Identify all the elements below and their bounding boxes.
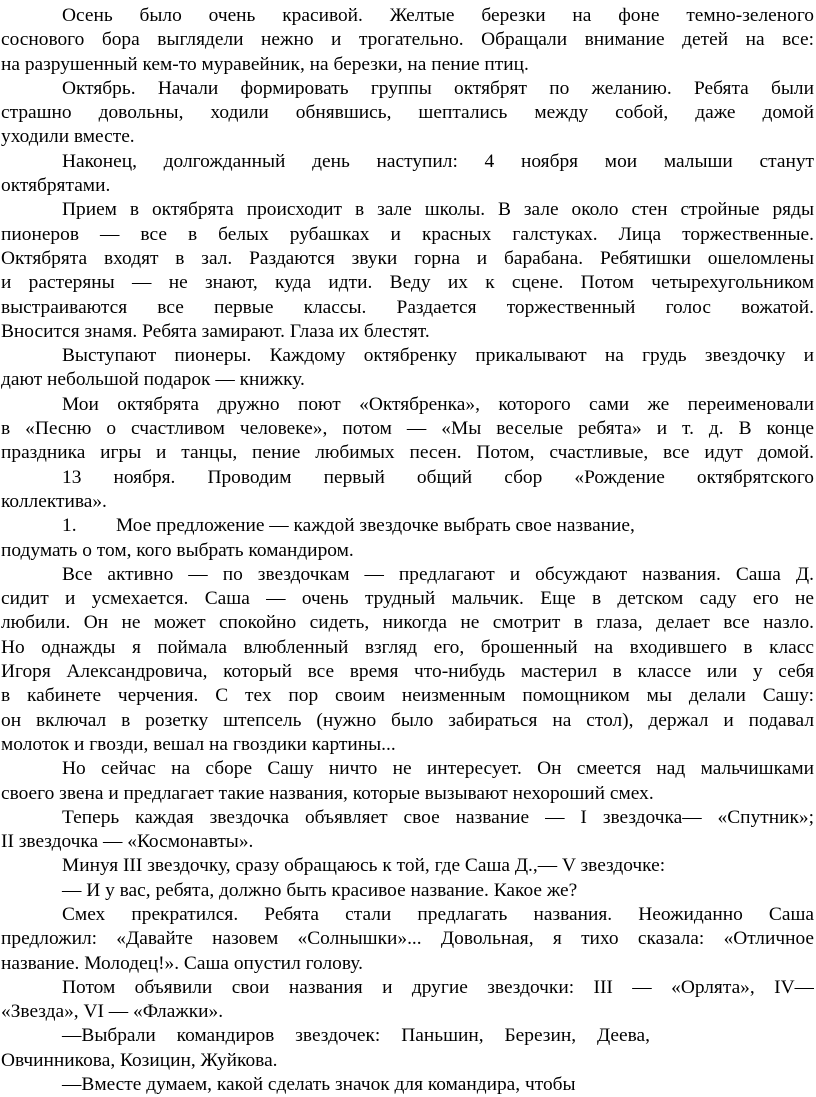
line-text: Мои октябрята дружно поют «Октябренка», которого сами же переименовали [62,393,814,415]
text-line [0,101,814,125]
line-text: Осень было очень красивой. Желтые березки на фоне темно-зеленого [62,5,814,26]
line-text: подумать о том, кого выбрать командиром. [1,539,354,561]
line-text: своего звена и предлагает такие названия, которые вызывают нехороший смех. [1,782,654,804]
text-line [0,854,814,878]
text-line [0,514,814,538]
text-line [0,77,814,101]
line-text: в кабинете черчения. С тех пор своим неизменным помощником мы делали Сашу: [1,685,814,707]
text-line [0,198,814,222]
text-line [0,271,814,295]
text-line [0,927,814,951]
line-text: Но сейчас на сборе Сашу ничто не интересует. Он смеется над мальчишками [62,758,814,780]
text-line [0,28,814,52]
list-number: 1. [62,515,77,537]
text-line [0,1024,650,1048]
text-line [0,611,814,635]
text-line [0,393,814,417]
line-text: коллектива». [1,490,107,512]
text-line [0,952,814,976]
text-line [0,733,814,757]
line-text: Мое предложение — каждой звездочке выбрать свое название, [116,515,635,537]
line-text: Прием в октябрята происходит в зале школы. В зале около стен стройные ряды [62,199,814,221]
line-text: Октябрята входят в зал. Раздаются звуки горна и барабана. Ребятишки ошеломлены [1,247,814,269]
line-text: Игоря Александровича, который все время что-нибудь мастерил в классе или у себя [1,661,814,683]
text-line [0,1073,814,1097]
line-text: Наконец, долгожданный день наступил: 4 ноября мои малыши станут [62,150,814,172]
text-line [0,976,814,1000]
line-text: дают небольшой подарок — книжку. [1,369,305,391]
text-line [0,490,814,514]
line-text: праздника игры и танцы, пение любимых песен. Потом, счастливые, все идут домой. [1,442,814,464]
text-line [0,903,814,927]
text-line [0,757,814,781]
line-text: 13 ноября. Проводим первый общий сбор «Рождение октябрятского [62,466,814,488]
line-text: он включал в розетку штепсель (нужно было забираться на стол), держал и подавал [1,709,814,731]
text-line [0,417,814,441]
line-text: Овчинникова, Козицин, Жуйкова. [1,1049,278,1071]
text-line [0,174,814,198]
line-text: в «Песню о счастливом человеке», потом — «Мы веселые ребята» и т. д. В конце [1,418,814,440]
text-line [0,223,814,247]
text-line [0,1000,814,1024]
text-line [0,441,814,465]
line-text: уходили вместе. [1,126,135,148]
text-line [0,539,814,563]
line-text: Выступают пионеры. Каждому октябренку прикалывают на грудь звездочку и [62,345,814,367]
line-text: Минуя III звездочку, сразу обращаюсь к той, где Саша Д.,— V звездочке: [62,855,666,877]
line-text: II звездочка — «Космонавты». [1,831,254,853]
line-text: Потом объявили свои названия и другие звездочки: III — «Орлята», IV— [62,976,814,998]
line-text: — И у вас, ребята, должно быть красивое название. Какое же? [62,879,578,901]
text-line [0,53,814,77]
line-text: на разрушенный кем-то муравейник, на березки, на пение птиц. [1,53,529,75]
text-line [0,636,814,660]
text-line [0,830,814,854]
line-text: Смех прекратился. Ребята стали предлагать названия. Неожиданно Саша [62,903,814,925]
text-line [0,587,814,611]
line-text: Вносится знамя. Ребята замирают. Глаза их блестят. [1,320,430,342]
text-line [0,247,814,271]
line-text: название. Молодец!». Саша опустил голову. [1,952,363,974]
document-text [0,4,816,1097]
line-text: молоток и гвозди, вешал на гвоздики картины... [1,733,396,755]
text-line [0,806,814,830]
text-line [0,4,814,28]
line-text: и растеряны — не знают, куда идти. Веду их к сцене. Потом четырехугольником [1,272,814,294]
text-line [0,782,814,806]
line-text: Теперь каждая звездочка объявляет свое название — I звездочка— «Спутник»; [62,806,814,828]
text-line [0,344,814,368]
text-line [0,660,814,684]
line-text: Октябрь. Начали формировать группы октябрят по желанию. Ребята были [62,77,814,99]
text-line [0,296,814,320]
text-line [0,879,814,903]
line-text: «Звезда», VI — «Флажки». [1,1001,224,1023]
line-text: Все активно — по звездочкам — предлагают и обсуждают названия. Саша Д. [62,563,814,585]
line-text: выстраиваются все первые классы. Раздается торжественный голос вожатой. [1,296,814,318]
line-text: пионеров — все в белых рубашках и красных галстуках. Лица торжественные. [1,223,814,245]
line-text: —Вместе думаем, какой сделать значок для командира, чтобы [62,1074,576,1096]
line-text: октябрятами. [1,175,111,197]
text-line [0,466,814,490]
line-text: соснового бора выглядели нежно и трогательно. Обращали внимание детей на все: [1,29,814,51]
text-line [0,1049,814,1073]
line-text: страшно довольны, ходили обнявшись, шептались между собой, даже домой [1,102,814,124]
line-text: предложил: «Давайте назовем «Солнышки»... Довольная, я тихо сказала: «Отличное [1,928,814,950]
line-text: —Выбрали командиров звездочек: Паньшин, Березин, Деева, [62,1025,650,1047]
text-line [0,368,814,392]
text-line [0,320,814,344]
line-text: любили. Он не может спокойно сидеть, никогда не смотрит в глаза, делает все назло. [1,612,814,634]
text-line [0,709,814,733]
text-line [0,563,814,587]
text-line [0,125,814,149]
text-line [0,150,814,174]
text-line [0,684,814,708]
line-text: Но однажды я поймала влюбленный взгляд его, брошенный на входившего в класс [1,636,814,658]
line-text: сидит и усмехается. Саша — очень трудный мальчик. Еще в детском саду его не [1,588,814,610]
